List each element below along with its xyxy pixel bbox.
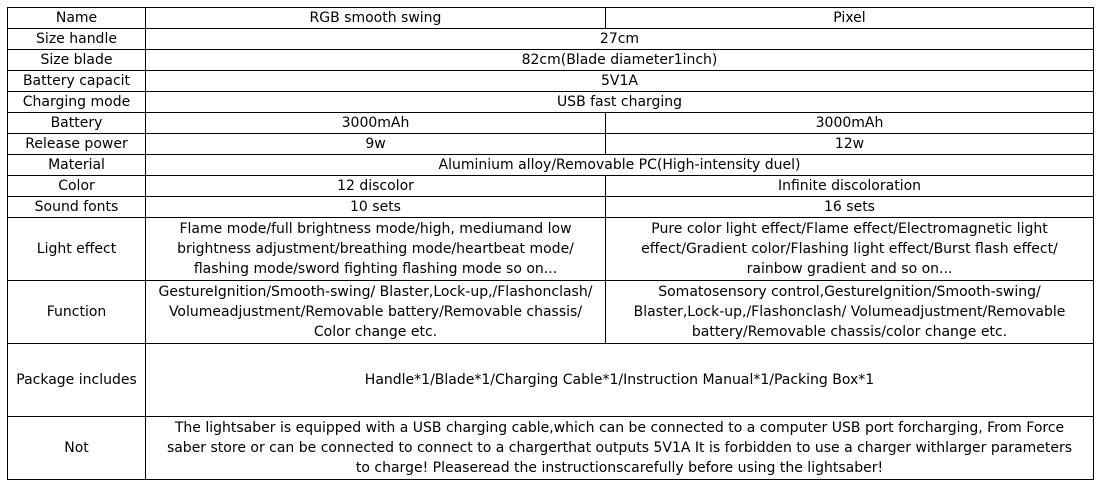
header-row [8,8,1094,29]
color-label: Color [8,176,146,197]
size-handle-value: 27cm [146,29,1094,50]
light-effect-rgb-line-1: Flame mode/full brightness mode/high, mediumand low [179,221,572,237]
function-pixel-line-2: Blaster,Lock-up,/Flashonclash/ Volumeadjustment/Removable [633,304,1066,320]
charging-mode-label: Charging mode [8,92,146,113]
function-rgb-line-2: Volumeadjustment/Removable battery/Removable chassis/ [168,304,583,320]
light-effect-rgb-value [146,218,606,281]
release-power-label: Release power [8,134,146,155]
row-package-includes [8,344,1094,417]
row-function [8,281,1094,344]
light-effect-pixel-line-3: rainbow gradient and so on... [746,261,953,277]
release-power-pixel-value: 12w [606,134,1094,155]
row-battery-capacit [8,71,1094,92]
light-effect-pixel-value [606,218,1094,281]
battery-rgb-value: 3000mAh [146,113,606,134]
sound-fonts-rgb-value: 10 sets [146,197,606,218]
sound-fonts-pixel-value: 16 sets [606,197,1094,218]
row-light-effect [8,218,1094,281]
size-blade-value: 82cm(Blade diameter1inch) [146,50,1094,71]
function-rgb-value [146,281,606,344]
size-blade-label: Size blade [8,50,146,71]
charging-mode-value: USB fast charging [146,92,1094,113]
battery-capacit-label: Battery capacit [8,71,146,92]
light-effect-pixel-line-1: Pure color light effect/Flame effect/Electromagnetic light [651,221,1048,237]
light-effect-rgb-line-2: brightness adjustment/breathing mode/heartbeat mode/ [177,241,574,257]
row-size-handle [8,29,1094,50]
battery-label: Battery [8,113,146,134]
light-effect-rgb-line-3: flashing mode/sword fighting flashing mode so on... [193,261,558,277]
not-line-3: to charge! Pleaseread the instructionscarefully before using the lightsaber! [355,460,884,476]
row-sound-fonts [8,197,1094,218]
size-handle-label: Size handle [8,29,146,50]
row-material [8,155,1094,176]
material-value: Aluminium alloy/Removable PC(High-intensity duel) [146,155,1094,176]
row-release-power [8,134,1094,155]
package-includes-value: Handle*1/Blade*1/Charging Cable*1/Instruction Manual*1/Packing Box*1 [146,344,1094,417]
not-line-2: saber store or can be connected to connect to a chargerthat outputs 5V1A It is forbidden to use a charger withlarger parameters [166,440,1073,456]
row-battery [8,113,1094,134]
header-rgb-smooth-swing-cell: RGB smooth swing [146,8,606,29]
light-effect-pixel-line-2: effect/Gradient color/Flashing light effect/Burst flash effect/ [641,241,1058,257]
header-name-cell: Name [8,8,146,29]
not-label: Not [8,417,146,480]
row-charging-mode [8,92,1094,113]
color-pixel-value: Infinite discoloration [606,176,1094,197]
battery-pixel-value: 3000mAh [606,113,1094,134]
material-label: Material [8,155,146,176]
row-color [8,176,1094,197]
header-pixel-cell: Pixel [606,8,1094,29]
function-label: Function [8,281,146,344]
sound-fonts-label: Sound fonts [8,197,146,218]
release-power-rgb-value: 9w [146,134,606,155]
function-rgb-line-3: Color change etc. [313,324,438,340]
battery-capacit-value: 5V1A [146,71,1094,92]
function-pixel-line-1: Somatosensory control,GestureIgnition/Smooth-swing/ [658,284,1041,300]
function-pixel-value [606,281,1094,344]
not-value [146,417,1094,480]
function-rgb-line-1: GestureIgnition/Smooth-swing/ Blaster,Lock-up,/Flashonclash/ [158,284,593,300]
row-not [8,417,1094,480]
function-pixel-line-3: battery/Removable chassis/color change etc. [691,324,1008,340]
spec-table-wrapper [7,7,1094,480]
color-rgb-value: 12 discolor [146,176,606,197]
light-effect-label: Light effect [8,218,146,281]
row-size-blade [8,50,1094,71]
spec-table [7,7,1094,480]
not-line-1: The lightsaber is equipped with a USB charging cable,which can be connected to a computer USB port forcharging, From Force [174,420,1065,436]
package-includes-label: Package includes [8,344,146,417]
